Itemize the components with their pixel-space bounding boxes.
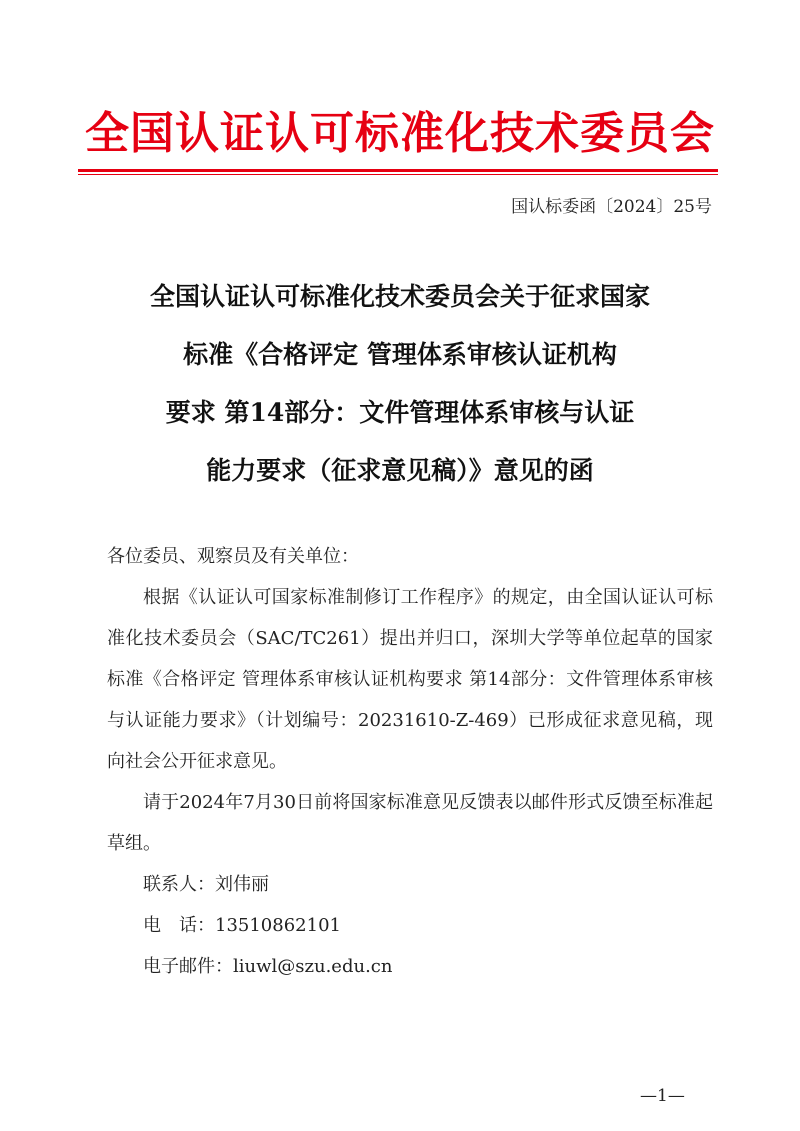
subject-line: 能力要求（征求意见稿）》意见的函 <box>206 456 594 485</box>
subject-line: 全国认证认可标准化技术委员会关于征求国家 <box>149 282 650 311</box>
letter-subject <box>80 268 720 500</box>
page-number: —1— <box>640 1086 685 1106</box>
document-number: 国认标委函〔2024〕25号 <box>511 197 712 217</box>
body-paragraph: 根据《认证认可国家标准制修订工作程序》的规定，由全国认证认可标准化技术委员会（SAC/TC261）提出并归口，深圳大学等单位起草的国家标准《合格评定 管理体系审核认证机构要求 第14部分：文件管理体系审核与认证能力要求》（计划编号：20231610-Z-469）已形成征求意见稿，现向社会公开征求意见。 <box>107 587 713 772</box>
subject-line: 标准《合格评定 管理体系审核认证机构 <box>183 340 617 369</box>
contact-phone: 电 话：13510862101 <box>143 915 341 936</box>
letter-body <box>107 536 713 987</box>
salutation: 各位委员、观察员及有关单位： <box>107 546 359 567</box>
contact-email: 电子邮件：liuwl@szu.edu.cn <box>143 956 393 977</box>
subject-line: 要求 第14部分：文件管理体系审核与认证 <box>165 398 635 427</box>
header-red-rule-thin <box>78 174 718 175</box>
header-red-rule-thick <box>78 169 718 172</box>
contact-person: 联系人：刘伟丽 <box>143 874 269 895</box>
org-header-title: 全国认证认可标准化技术委员会 <box>85 108 715 159</box>
body-paragraph: 请于2024年7月30日前将国家标准意见反馈表以邮件形式反馈至标准起草组。 <box>107 792 713 854</box>
